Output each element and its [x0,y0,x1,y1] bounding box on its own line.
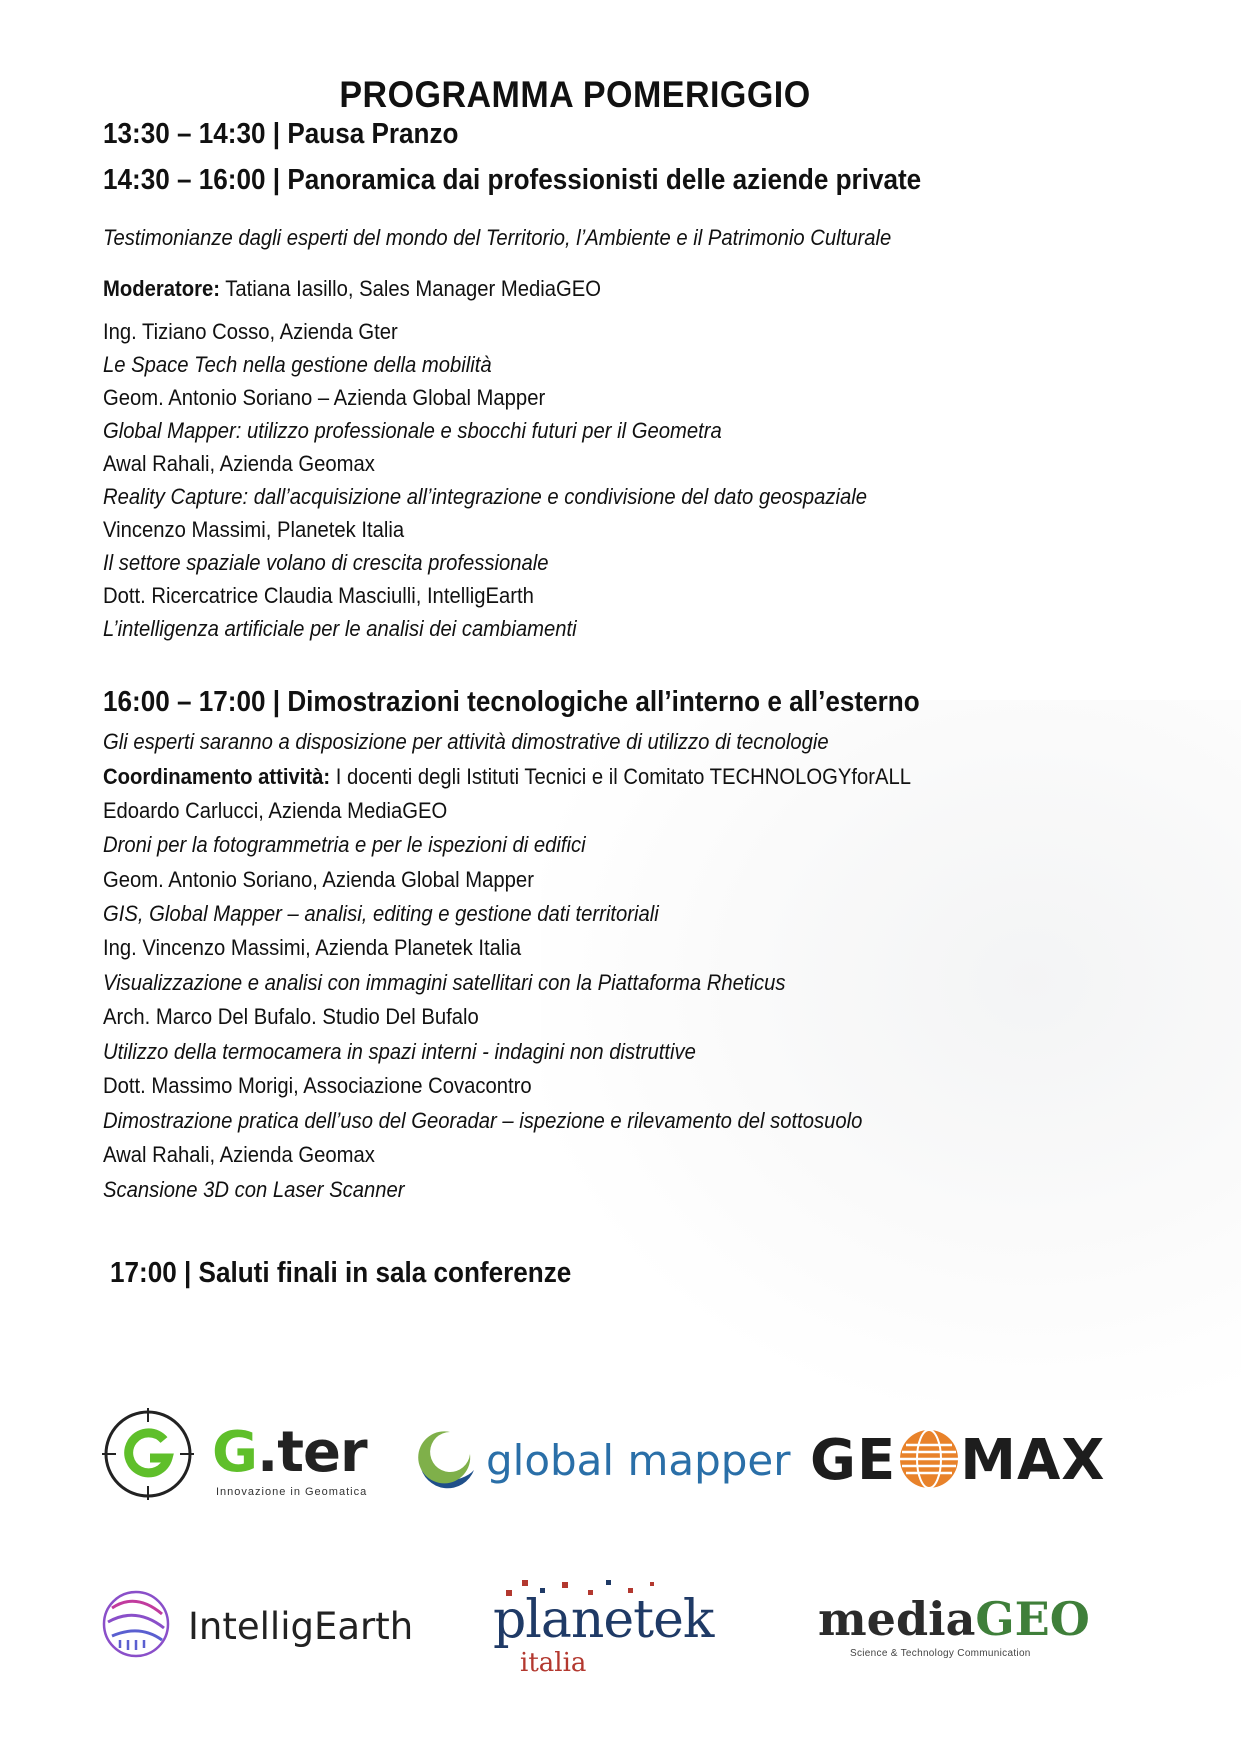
demos-subtitle: Gli esperti saranno a disposizione per attività dimostrative di utilizzo di tecnologie [103,729,829,754]
demo-speaker: Edoardo Carlucci, Azienda MediaGEO [103,798,448,823]
demo-speaker: Awal Rahali, Azienda Geomax [103,1142,375,1167]
moderator-name: Tatiana Iasillo, Sales Manager MediaGEO [219,276,601,301]
demo-topic: Droni per la fotogrammetria e per le ispezioni di edifici [103,832,586,857]
intelligearth-logo-icon [100,1588,172,1660]
heading-lunch: 13:30 – 14:30 | Pausa Pranzo [103,118,459,150]
globalmapper-logo-icon [410,1424,480,1494]
demo-topic: Utilizzo della termocamera in spazi interni - indagini non distruttive [103,1039,696,1064]
demo-speaker: Ing. Vincenzo Massimi, Azienda Planetek Italia [103,935,522,960]
heading-panel: 14:30 – 16:00 | Panoramica dai professionisti delle aziende private [103,164,922,196]
talk-topic: Reality Capture: dall’acquisizione all’integrazione e condivisione del dato geospaziale [103,484,867,509]
mediageo-tagline: Science & Technology Communication [850,1648,1031,1659]
talk-topic: Il settore spaziale volano di crescita professionale [103,550,549,575]
gter-logo-icon [102,1408,194,1500]
globalmapper-wordmark: global mapper [486,1436,791,1485]
panel-subtitle: Testimonianze dagli esperti del mondo del Territorio, l’Ambiente e il Patrimonio Culturale [103,225,892,250]
coordination-label: Coordinamento attività: [103,764,331,789]
coordination-text: I docenti degli Istituti Tecnici e il Comitato TECHNOLOGYforALL [330,764,911,789]
heading-demos: 16:00 – 17:00 | Dimostrazioni tecnologiche all’interno e all’esterno [103,686,920,718]
demo-topic: Visualizzazione e analisi con immagini satellitari con la Piattaforma Rheticus [103,970,786,995]
planetek-wordmark: planetek [493,1590,714,1650]
talk-speaker: Geom. Antonio Soriano – Azienda Global Mapper [103,385,546,410]
talk-topic: Global Mapper: utilizzo professionale e sbocchi futuri per il Geometra [103,418,722,443]
demo-topic: GIS, Global Mapper – analisi, editing e gestione dati territoriali [103,901,659,926]
geomax-globe-icon [898,1428,960,1490]
talk-speaker: Ing. Tiziano Cosso, Azienda Gter [103,319,398,344]
demo-topic: Dimostrazione pratica dell’uso del Georadar – ispezione e rilevamento del sottosuolo [103,1108,863,1133]
talk-speaker: Awal Rahali, Azienda Geomax [103,451,375,476]
talk-speaker: Dott. Ricercatrice Claudia Masciulli, IntelligEarth [103,583,534,608]
gter-tagline: Innovazione in Geomatica [216,1486,368,1498]
demo-topic: Scansione 3D con Laser Scanner [103,1177,405,1202]
intelligearth-wordmark: IntelligEarth [188,1605,414,1648]
gter-wordmark: G.ter [212,1420,367,1485]
demo-speaker: Arch. Marco Del Bufalo. Studio Del Bufalo [103,1004,479,1029]
demo-speaker: Geom. Antonio Soriano, Azienda Global Mapper [103,867,534,892]
talk-topic: L’intelligenza artificiale per le analisi dei cambiamenti [103,616,577,641]
moderator-label: Moderatore: [103,276,220,301]
heading-closing: 17:00 | Saluti finali in sala conferenze [110,1257,572,1289]
coordination-line [103,764,911,790]
mediageo-wordmark: mediaGEO [818,1592,1090,1646]
talk-speaker: Vincenzo Massimi, Planetek Italia [103,517,405,542]
geomax-wordmark: GE MAX [810,1428,1106,1493]
talk-topic: Le Space Tech nella gestione della mobilità [103,352,492,377]
moderator-line [103,276,601,302]
planetek-subtitle: italia [520,1648,587,1678]
page-title: PROGRAMMA POMERIGGIO [339,74,811,115]
demo-speaker: Dott. Massimo Morigi, Associazione Covacontro [103,1073,532,1098]
